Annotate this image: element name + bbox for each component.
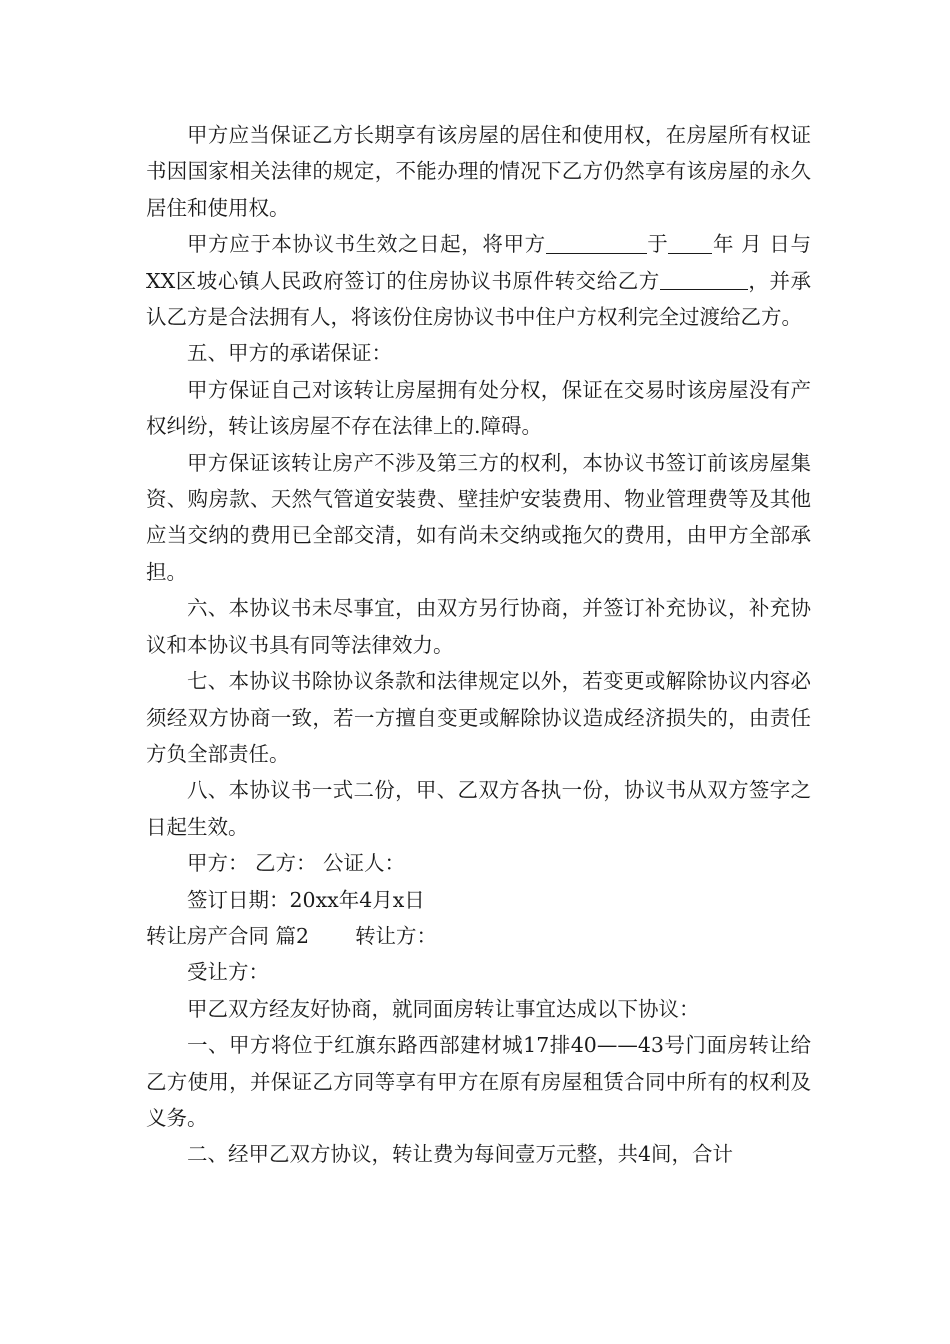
paragraph-text: 于: [646, 232, 669, 257]
clause-one: 一、甲方将位于红旗东路西部建材城17排40——43号门面房转让给乙方使用，并保证乙方同等享有甲方在原有房屋租赁合同中所有的权利及义务。: [146, 1033, 811, 1130]
paragraph-residence-right: 甲方应当保证乙方长期享有该房屋的居住和使用权，在房屋所有权证书因国家相关法律的规定，不能办理的情况下乙方仍然享有该房屋的永久居住和使用权。: [146, 123, 811, 220]
document-body: [146, 117, 811, 1173]
paragraph-agreement-transfer: [146, 226, 811, 335]
section-heading-five: 五、甲方的承诺保证：: [187, 341, 392, 366]
transferor-label: 转让方：: [355, 923, 438, 948]
clause-two: 二、经甲乙双方协议，转让费为每间壹万元整，共4间，合计: [187, 1142, 734, 1167]
fill-in-blank: [668, 231, 712, 254]
paragraph-text: ，并承认乙方是合法拥有人，将该份住房协议书中住户方权利完全过渡给乙方。: [146, 268, 812, 330]
contract-two-heading-line: [146, 918, 811, 954]
clause-eight: 八、本协议书一式二份，甲、乙双方各执一份，协议书从双方签字之日起生效。: [146, 778, 811, 839]
paragraph-text: 甲方应于本协议书生效之日起，将甲方: [187, 232, 546, 257]
paragraph-fees-cleared: 甲方保证该转让房产不涉及第三方的权利，本协议书签订前该房屋集资、购房款、天然气管道安装费、壁挂炉安装费用、物业管理费等及其他应当交纳的费用已全部交清，如有尚未交纳或拖欠的费用，由甲方全部承担。: [146, 450, 811, 584]
signature-parties: 甲方： 乙方： 公证人：: [187, 851, 406, 876]
fill-in-blank: [546, 231, 647, 254]
paragraph-intro: 甲乙双方经友好协商，就同面房转让事宜达成以下协议：: [187, 996, 700, 1021]
transferee-label: 受让方：: [187, 960, 269, 985]
clause-six: 六、本协议书未尽事宜，由双方另行协商，并签订补充协议，补充协议和本协议书具有同等法律效力。: [146, 596, 811, 657]
signing-date: 签订日期：20xx年4月x日: [187, 887, 425, 912]
fill-in-blank: [660, 268, 748, 291]
paragraph-text: 年 月 日与XX区坡心镇人民政府签订的住房协议书原件转交给乙方: [146, 232, 811, 293]
clause-seven: 七、本协议书除协议条款和法律规定以外，若变更或解除协议内容必须经双方协商一致，若一方擅自变更或解除协议造成经济损失的，由责任方负全部责任。: [146, 669, 811, 766]
contract-heading: 转让房产合同 篇2: [146, 923, 310, 948]
paragraph-disposal-right: 甲方保证自己对该转让房屋拥有处分权，保证在交易时该房屋没有产权纠纷，转让该房屋不存在法律上的.障碍。: [146, 377, 811, 439]
